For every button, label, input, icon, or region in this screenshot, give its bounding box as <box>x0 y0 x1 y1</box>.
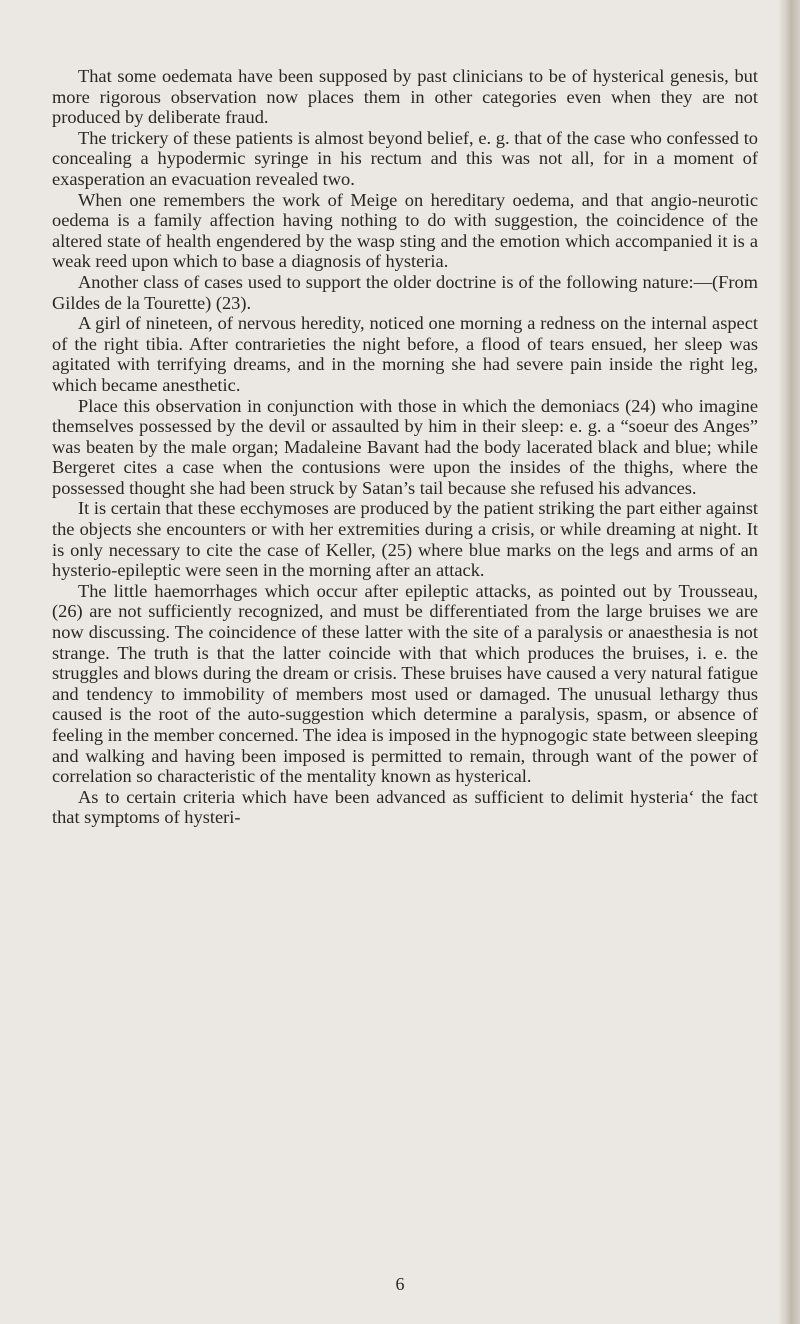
paragraph: The trickery of these patients is almost beyond belief, e. g. that of the case who confessed to concealing a hypodermic syringe in his rectum and this was not all, for in a moment of exasperation an evacuation revealed two. <box>52 127 758 189</box>
page-edge-shadow <box>778 0 800 1324</box>
paragraph: That some oedemata have been supposed by past clinicians to be of hysterical genesis, but more rigorous observation now places them in other categories even when they are not produced by deliberate fraud. <box>52 66 758 128</box>
paragraph: When one remembers the work of Meige on hereditary oedema, and that angio-neurotic oedema is a family affection having nothing to do with suggestion, the coincidence of the altered state of health engendered by the wasp sting and the emotion which accompanied it is a weak reed upon which to base a diagnosis of hysteria. <box>52 189 758 272</box>
body-text <box>52 66 758 828</box>
paragraph: Another class of cases used to support the older doctrine is of the following nature:—(From Gildes de la Tourette) (23). <box>52 271 758 313</box>
page-number: 6 <box>395 1274 405 1294</box>
paragraph: A girl of nineteen, of nervous heredity, noticed one morning a redness on the internal aspect of the right tibia. After contrarieties the night before, a flood of tears ensued, her sleep was agitated with terrifying dreams, and in the morning she had severe pain inside the right leg, which became anesthetic. <box>52 313 758 395</box>
paragraph: The little haemorrhages which occur after epileptic attacks, as pointed out by Trousseau, (26) are not sufficiently recognized, and must be differentiated from the large bruises we are now discussing. The coincidence of these latter with the site of a paralysis or anaesthesia is not strange. The truth is that the latter coincide with that which produces the bruises, i. e. the struggles and blows during the dream or crisis. These bruises have caused a very natural fatigue and tendency to immobility of members most used or damaged. The unusual lethargy thus caused is the root of the auto-suggestion which determine a paralysis, spasm, or absence of feeling in the member concerned. The idea is imposed in the hypnogogic state between sleeping and walking and having been imposed is permitted to remain, through want of the power of correlation so characteristic of the mentality known as hysterical. <box>52 580 758 787</box>
paragraph: Place this observation in conjunction with those in which the demoniacs (24) who imagine themselves possessed by the devil or assaulted by him in their sleep: e. g. a “soeur des Anges” was beaten by the male organ; Madaleine Bavant had the body lacerated black and blue; while Bergeret cites a case when the contusions were upon the insides of the thighs, where the possessed thought she had been struck by Satan’s tail because she refused his advances. <box>52 395 758 498</box>
paragraph: As to certain criteria which have been advanced as sufficient to delimit hysteria‘ the fact that symptoms of hysteri- <box>52 786 758 828</box>
paragraph: It is certain that these ecchymoses are produced by the patient striking the part either against the objects she encounters or with her extremities during a crisis, or while dreaming at night. It is only necessary to cite the case of Keller, (25) where blue marks on the legs and arms of an hysterio-epileptic were seen in the morning after an attack. <box>52 498 758 581</box>
